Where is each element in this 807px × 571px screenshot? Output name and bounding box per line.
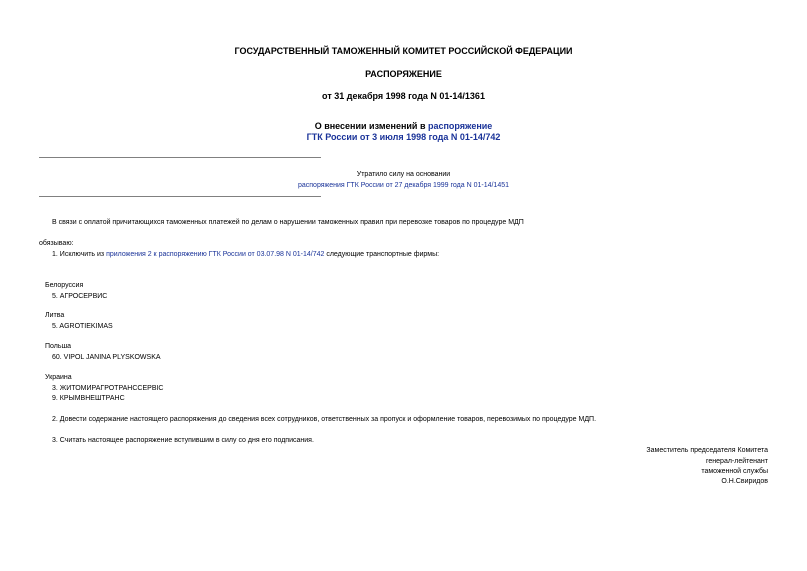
item-1-prefix: 1. Исключить из [52, 251, 107, 258]
firm-item: 60. VIPOL JANINA PLYSKOWSKA [52, 354, 161, 361]
status-link[interactable]: распоряжения ГТК России от 27 декабря 1999 года N 01-14/1451 [297, 182, 510, 189]
country-name: Польша [45, 343, 72, 350]
divider-bottom [39, 196, 321, 197]
item-2: 2. Довести содержание настоящего распоряжения до сведения всех сотрудников, ответственных за пропуск и оформление товаров, перевозимых по процедуре МДП. [52, 416, 597, 423]
intro-paragraph: В связи с оплатой причитающихся таможенных платежей по делам о нарушении таможенных правил при перевозке товаров по процедуре МДП [52, 219, 524, 226]
doc-type-heading: РАСПОРЯЖЕНИЕ [365, 69, 442, 79]
item-1-link[interactable]: приложения 2 к распоряжению ГТК России от 03.07.98 N 01-14/742 [106, 251, 325, 258]
date-line: от 31 декабря 1998 года N 01-14/1361 [322, 91, 485, 101]
title-link-order[interactable]: распоряжение [427, 121, 493, 131]
item-1 [52, 250, 439, 259]
title-line-1 [0, 121, 807, 131]
org-heading: ГОСУДАРСТВЕННЫЙ ТАМОЖЕННЫЙ КОМИТЕТ РОССИЙСКОЙ ФЕДЕРАЦИИ [234, 46, 573, 56]
firm-item: 5. АГРОСЕРВИС [52, 293, 108, 300]
obliges-text: обязываю: [39, 240, 74, 247]
signature-rank: генерал-лейтенант [706, 458, 768, 465]
item-3: 3. Считать настоящее распоряжение вступившим в силу со дня его подписания. [52, 437, 314, 444]
firm-item: 5. AGROTIEKIMAS [52, 323, 113, 330]
item-1-suffix: следующие транспортные фирмы: [324, 251, 440, 258]
title-line-2 [0, 132, 807, 142]
title-prefix: О внесении изменений в [314, 121, 428, 131]
firm-item: 9. КРЫМВНЕШТРАНС [52, 395, 125, 402]
signature-title: Заместитель председателя Комитета [646, 447, 768, 454]
signature-name: О.Н.Свиридов [721, 478, 768, 485]
firm-item: 3. ЖИТОМИРАГРОТРАНССЕРВІС [52, 385, 164, 392]
divider-top [39, 157, 321, 158]
country-name: Литва [45, 312, 65, 319]
signature-service: таможенной службы [701, 468, 768, 475]
status-line: Утратило силу на основании [356, 171, 451, 178]
country-name: Украина [45, 374, 72, 381]
country-name: Белоруссия [45, 282, 84, 289]
status-link-line [0, 181, 807, 190]
title-link-order-ref[interactable]: ГТК России от 3 июля 1998 года N 01-14/742 [306, 132, 501, 142]
